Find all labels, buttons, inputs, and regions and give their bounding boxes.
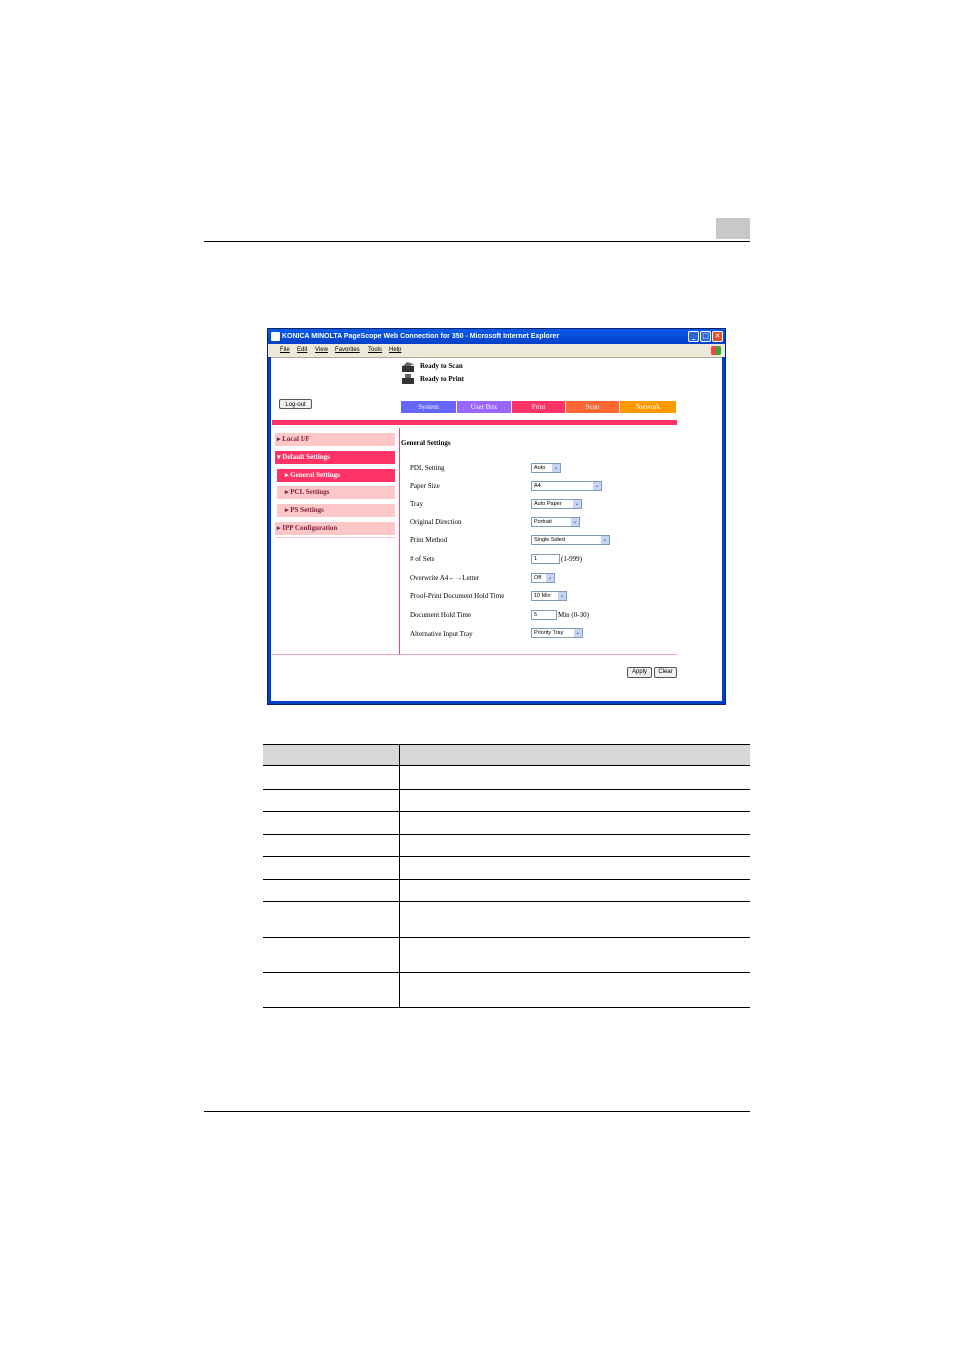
chevron-down-icon: ⌄ [553,465,559,471]
tab-system[interactable]: System [401,401,456,413]
form-bottom-line [272,654,677,655]
alternative-input-tray-label: Alternative Input Tray [410,630,473,638]
print-method-select[interactable] [531,535,610,545]
window-frame-right [722,357,725,704]
proof-print-hold-time-label: Proof-Print Document Hold Time [410,592,505,600]
tray-select[interactable] [531,499,582,509]
windows-logo-icon [711,346,721,355]
scanner-icon [401,362,415,373]
sidebar-item-pcl-settings[interactable]: ▸ PCL Settings [277,486,395,499]
menu-view[interactable]: View [315,347,328,353]
table-row [263,880,750,902]
paper-size-value: A4 [534,483,541,489]
tab-user-box[interactable]: User Box [457,401,511,413]
menu-favorites[interactable]: Favorites [335,347,360,353]
menu-file[interactable]: File [280,347,290,353]
table-row [263,902,750,938]
table-column-divider [399,744,400,1008]
table-row [263,938,750,973]
print-status: Ready to Print [420,375,464,383]
chevron-down-icon: ⌄ [559,593,565,599]
chevron-down-icon: ⌄ [574,501,580,507]
menu-edit[interactable]: Edit [297,347,308,353]
tray-value: Auto Paper [534,501,562,507]
header-rule [204,241,750,242]
document-hold-time-input[interactable]: 5 [531,610,557,620]
original-direction-label: Original Direction [410,518,462,526]
title-bar[interactable] [268,329,725,344]
overwrite-select[interactable] [531,573,555,583]
menu-tools[interactable]: Tools [368,347,383,353]
tab-scan[interactable]: Scan [566,401,619,413]
maximize-button[interactable]: □ [700,331,711,342]
chevron-down-icon: ⌄ [575,630,581,636]
proof-print-hold-time-select[interactable] [531,591,567,601]
chevron-down-icon: ⌄ [572,519,578,525]
chevron-down-icon: ⌄ [602,537,608,543]
ie-icon [271,332,280,341]
footer-rule [204,1111,750,1112]
sidebar-item-ps-settings[interactable]: ▸ PS Settings [277,504,395,517]
sidebar-item-ipp-configuration[interactable]: ▸ IPP Configuration [275,522,395,535]
table-row [263,857,750,880]
number-of-sets-input[interactable]: 1 [531,554,560,564]
minimize-button[interactable]: _ [688,331,699,342]
tray-label: Tray [410,500,423,508]
proof-print-hold-time-value: 10 Min [534,593,551,599]
alternative-input-tray-value: Priority Tray [534,630,564,636]
window-frame-left [268,357,271,704]
table-row [263,812,750,835]
document-hold-time-label: Document Hold Time [410,611,472,619]
apply-button[interactable]: Apply [627,667,652,678]
tab-underline-bar [272,420,677,425]
chevron-down-icon: ⌄ [547,575,553,581]
original-direction-value: Portrait [534,519,552,525]
browser-window [267,328,726,705]
document-hold-time-hint: Min (0-30) [558,611,589,619]
content-divider [399,428,400,654]
overwrite-label: Overwrite A4←→Letter [410,574,480,582]
table-row [263,835,750,857]
pdl-setting-select[interactable] [531,463,561,473]
clear-button[interactable]: Clear [654,667,677,678]
window-frame-bottom [268,701,725,704]
table-row [263,973,750,1008]
chapter-tab [716,218,750,239]
sidebar-item-default-settings[interactable]: ▾ Default Settings [275,451,395,464]
chevron-down-icon: ⌄ [594,483,600,489]
paper-size-select[interactable] [531,481,602,491]
print-method-label: Print Method [410,536,448,544]
window-title: KONICA MINOLTA PageScope Web Connection for 350 - Microsoft Internet Explorer [282,333,560,340]
menu-bar [268,344,725,358]
sidebar-item-general-settings[interactable]: ▸ General Settings [277,469,395,482]
printer-icon [401,374,415,385]
logout-button[interactable]: Log-out [279,399,312,409]
section-title: General Settings [401,439,451,447]
table-row [263,790,750,812]
pdl-setting-label: PDL Setting [410,464,445,472]
print-method-value: Single Sided [534,537,565,543]
sidebar-item-local-if[interactable]: ▸ Local I/F [275,433,395,446]
overwrite-value: Off [534,575,542,581]
tab-network[interactable]: Network [620,401,676,413]
table-header [263,744,750,766]
sidebar-bottom-line [275,537,395,538]
pdl-setting-value: Auto [534,465,546,471]
table-row [263,766,750,790]
menu-help[interactable]: Help [389,347,402,353]
alternative-input-tray-select[interactable] [531,628,583,638]
number-of-sets-hint: (1-999) [561,555,582,563]
number-of-sets-label: # of Sets [410,555,435,563]
tab-print[interactable]: Print [512,401,565,413]
original-direction-select[interactable] [531,517,580,527]
scan-status: Ready to Scan [420,362,463,370]
paper-size-label: Paper Size [410,482,440,490]
close-button[interactable]: ✕ [712,331,723,342]
